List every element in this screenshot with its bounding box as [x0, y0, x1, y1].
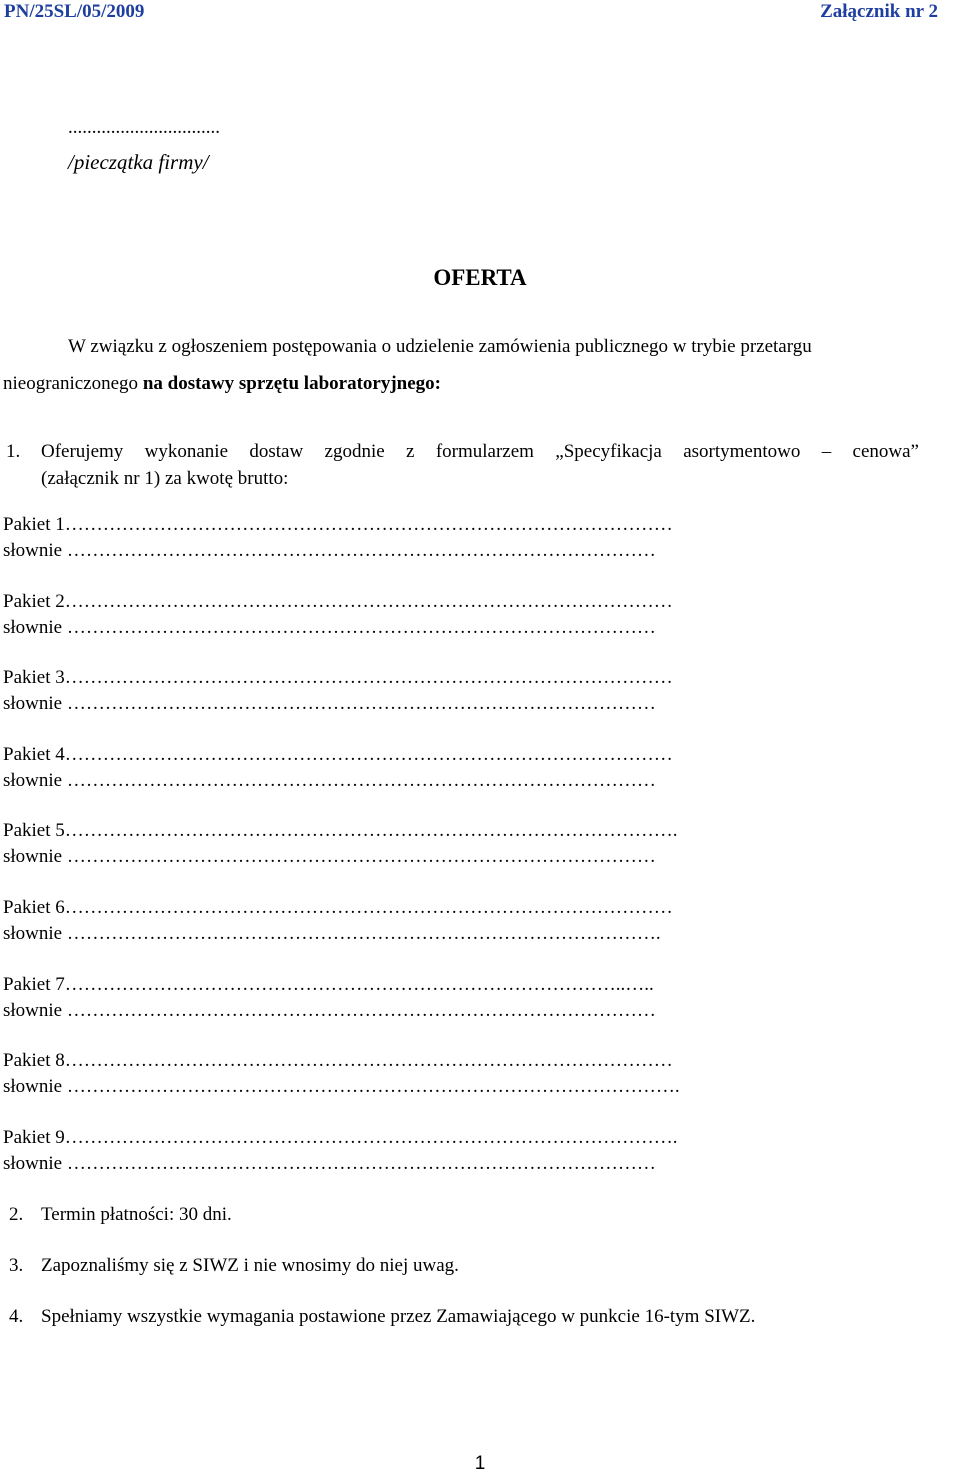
point-4-text: Spełniamy wszystkie wymagania postawione przez Zamawiającego w punkcie 16-tym SIWZ. — [41, 1306, 756, 1327]
page-title: OFERTA — [433, 265, 527, 290]
intro-line-2 — [3, 373, 441, 395]
package-3-words-line: słownie ………………………………………………………………………………… — [3, 693, 656, 714]
point-2-text: Termin płatności: 30 dni. — [41, 1204, 232, 1225]
page-number: 1 — [474, 1453, 486, 1474]
point-3-text: Zapoznaliśmy się z SIWZ i nie wnosimy do niej uwag. — [41, 1255, 459, 1276]
point-1-number: 1. — [6, 441, 21, 462]
point-3-number: 3. — [9, 1255, 24, 1276]
package-1-amount-line: Pakiet 1…………………………………………………………………………………… — [3, 514, 673, 535]
intro-line-2-plain: nieograniczonego — [3, 373, 143, 394]
point-3 — [9, 1255, 459, 1277]
document-reference: PN/25SL/05/2009 — [4, 1, 145, 22]
package-7-amount-line: Pakiet 7……………………………………………………………………………..….. — [3, 974, 654, 995]
point-4-number: 4. — [9, 1306, 24, 1327]
attachment-label: Załącznik nr 2 — [820, 1, 938, 22]
package-3-amount-line: Pakiet 3…………………………………………………………………………………… — [3, 667, 673, 688]
package-5-amount-line: Pakiet 5……………………………………………………………………………………. — [3, 820, 678, 841]
package-7-words-line: słownie ………………………………………………………………………………… — [3, 1000, 656, 1021]
package-2-words-line: słownie ………………………………………………………………………………… — [3, 617, 656, 638]
stamp-label: /pieczątka firmy/ — [68, 150, 209, 174]
package-4-words-line: słownie ………………………………………………………………………………… — [3, 770, 656, 791]
package-2-amount-line: Pakiet 2…………………………………………………………………………………… — [3, 591, 673, 612]
point-2 — [9, 1204, 232, 1226]
package-6-words-line: słownie …………………………………………………………………………………. — [3, 923, 661, 944]
package-8-words-line: słownie ……………………………………………………………………………………. — [3, 1076, 680, 1097]
point-2-number: 2. — [9, 1204, 24, 1225]
point-1-text-line-2: (załącznik nr 1) za kwotę brutto: — [41, 468, 289, 489]
package-8-amount-line: Pakiet 8…………………………………………………………………………………… — [3, 1050, 673, 1071]
package-9-amount-line: Pakiet 9……………………………………………………………………………………. — [3, 1127, 678, 1148]
package-9-words-line: słownie ………………………………………………………………………………… — [3, 1153, 656, 1174]
point-1 — [6, 438, 918, 498]
package-4-amount-line: Pakiet 4…………………………………………………………………………………… — [3, 744, 673, 765]
stamp-dotted-line: ................................ — [68, 117, 220, 138]
package-1-words-line: słownie ………………………………………………………………………………… — [3, 540, 656, 561]
intro-line-1: W związku z ogłoszeniem postępowania o udzielenie zamówienia publicznego w trybie przetargu — [68, 336, 812, 357]
point-1-text-line-1: Oferujemy wykonanie dostaw zgodnie z formularzem „Specyfikacja asortymentowo – cenowa” — [41, 441, 919, 462]
point-4 — [9, 1306, 755, 1328]
package-5-words-line: słownie ………………………………………………………………………………… — [3, 846, 656, 867]
package-6-amount-line: Pakiet 6…………………………………………………………………………………… — [3, 897, 673, 918]
intro-line-2-bold: na dostawy sprzętu laboratoryjnego: — [142, 373, 441, 394]
